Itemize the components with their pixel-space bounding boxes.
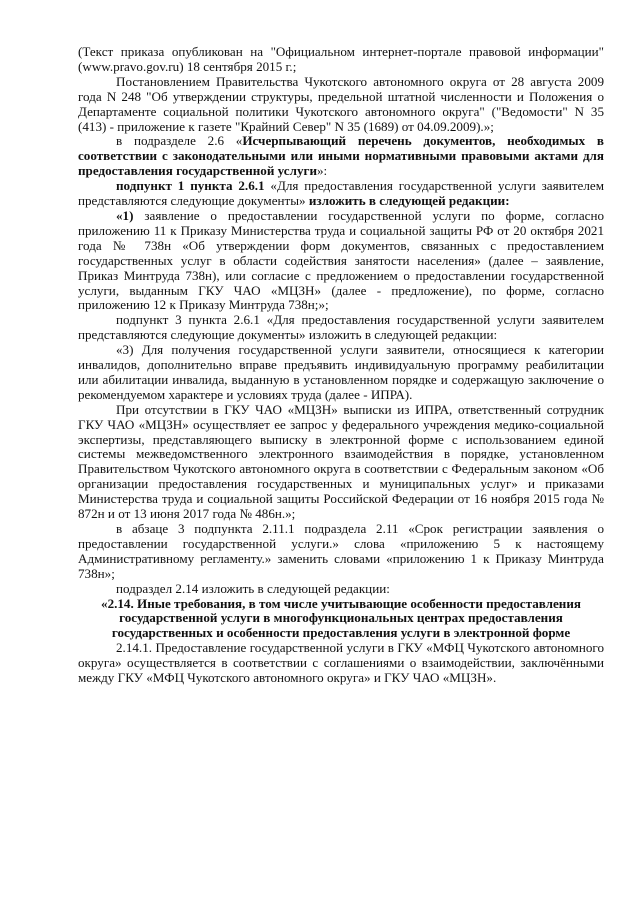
item-1-new-text-paragraph <box>78 209 604 313</box>
item-1-body: заявление о предоставлении государственной услуги по форме, согласно приложению 11 к Приказу Министерства труда и социальной защиты РФ от 20 октября 2021 года № 738н «Об утверждении форм документов, связанных с предоставлением государственных услуг в области содействия занятости населения» (далее – заявление, Приказ Минтруда 738н), или согласие с предложением о предоставлении государственной услуги, выданным ГКУ ЧАО «МЦЗН» (далее - предложение), по форме, согласно приложению 12 к Приказу Минтруда 738н;»; <box>78 207 604 313</box>
subsection-2-6-paragraph <box>78 134 604 179</box>
document-page <box>78 45 604 686</box>
item-3-new-text-paragraph: «3) Для получения государственной услуги заявители, относящиеся к категории инвалидов, дополнительно вправе предъявить индивидуальную программу реабилитации или абилитации инвалида, выданную в установленном порядке и содержащую заключение о рекомендуемом характере и условиях труда (далее - ИПРА). <box>78 342 604 402</box>
paragraph-2-14-1: 2.14.1. Предоставление государственной услуги в ГКУ «МФЦ Чукотского автономного округа» осуществляется в соответствии с соглашениями о взаимодействии, заключёнными между ГКУ «МФЦ Чукотского автономного округа» и ГКУ ЧАО «МЦЗН». <box>78 640 604 686</box>
section-2-14-heading: «2.14. Иные требования, в том числе учитывающие особенности предоставления государственной услуги в многофункциональных центрах предоставления государственных и особенности предоставления услуги в электронной форме <box>101 595 581 641</box>
resolution-reference-paragraph: Постановлением Правительства Чукотского автономного округа от 28 августа 2009 года N 248 "Об утверждении структуры, предельной штатной численности и Положения о Департаменте социальной политики Чукотского автономного округа" ("Ведомости" N 35 (413) - приложение к газете "Крайний Север" N 35 (1689) от 04.09.2009).»; <box>78 73 604 134</box>
subitem-3-instruction-paragraph: подпункт 3 пункта 2.6.1 «Для предоставления государственной услуги заявителем представляются следующие документы» изложить в следующей редакции: <box>78 312 604 343</box>
subitem-1-action: изложить в следующей редакции: <box>308 193 510 209</box>
subitem-1-instruction-paragraph <box>78 179 604 209</box>
subsection-2-6-title: Исчерпывающий перечень документов, необходимых в соответствии с законодательными или иными нормативными правовыми актами для предоставления государственной услуги <box>78 133 604 179</box>
ipra-request-paragraph: При отсутствии в ГКУ ЧАО «МЦЗН» выписки из ИПРА, ответственный сотрудник ГКУ ЧАО «МЦЗН» осуществляет ее запрос у федерального учреждения медико-социальной экспертизы, представляющего выписку в электронной форме с использованием единой системы межведомственного электронного взаимодействия в порядке, установленном Правительством Чукотского автономного округа в соответствии с Федеральным законом «Об организации предоставления государственных и муниципальных услуг» и приказами Министерства труда и социальной защиты Российской Федерации от 16 ноября 2015 года № 872н и от 13 июня 2017 года № 486н.»; <box>78 401 604 522</box>
paragraph-2-11-1-amendment: в абзаце 3 подпункта 2.11.1 подраздела 2.11 «Срок регистрации заявления о предоставлении государственной услуги.» слова «приложению 5 к настоящему Административному регламенту.» заменить словами «приложению 1 к Приказу Минтруда 738н»; <box>78 521 604 581</box>
subsection-2-6-closing: »: <box>317 163 328 179</box>
subitem-1-quote: «Для предоставления государственной услуги заявителем представляются следующие документы» <box>78 178 604 209</box>
subsection-2-6-intro: в подразделе 2.6 « <box>116 133 243 149</box>
subitem-1-reference: подпункт 1 пункта 2.6.1 <box>116 178 265 194</box>
publication-note-paragraph: (Текст приказа опубликован на "Официальном интернет-портале правовой информации" (www.pravo.gov.ru) 18 сентября 2015 г.; <box>78 44 604 74</box>
item-1-number: «1) <box>116 207 134 223</box>
subsection-2-14-instruction-paragraph: подраздел 2.14 изложить в следующей редакции: <box>116 580 390 596</box>
